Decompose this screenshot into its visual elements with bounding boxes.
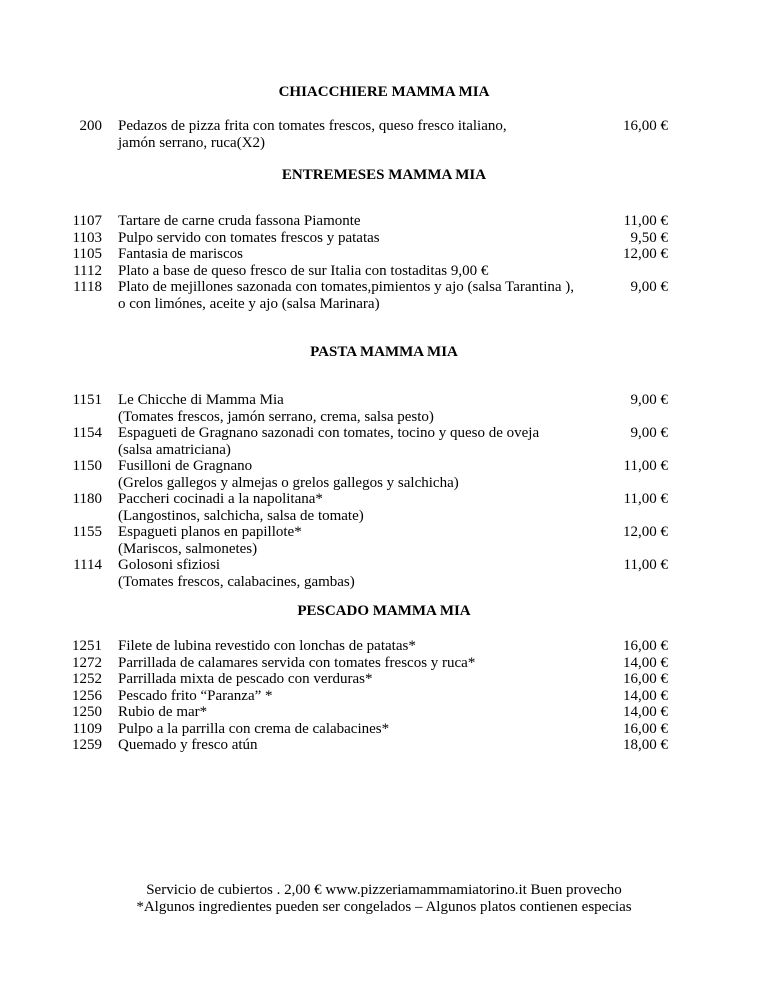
item-code: 1252 [72, 671, 102, 687]
item-description: Plato a base de queso fresco de sur Italia con tostaditas 9,00 € [118, 262, 489, 279]
item-code: 1155 [72, 524, 102, 540]
item-price: 12,00 € [623, 524, 668, 540]
item-description: Fusilloni de Gragnano [118, 458, 253, 474]
item-description: Pulpo a la parrilla con crema de calabacines* [118, 720, 390, 737]
item-description: Espagueti planos en papillote* [118, 524, 302, 540]
item-price: 14,00 € [623, 704, 668, 720]
item-code: 1256 [72, 687, 102, 704]
item-description-cont: (Langostinos, salchicha, salsa de tomate) [118, 507, 364, 524]
item-price: 14,00 € [623, 687, 668, 704]
item-price: 16,00 € [623, 638, 668, 654]
item-price: 11,00 € [623, 557, 668, 573]
item-price: 9,00 € [630, 279, 668, 295]
footer-service-note: Servicio de cubiertos . 2,00 € www.pizzeriamammamiatorino.it Buen provecho [146, 882, 622, 898]
item-description-cont: (Grelos gallegos y almejas o grelos gallegos y salchicha) [118, 474, 459, 491]
item-description: Fantasia de mariscos [118, 246, 243, 262]
section-title-pescado: PESCADO MAMMA MIA [297, 603, 471, 619]
item-code: 1150 [72, 458, 102, 474]
item-description: Espagueti de Gragnano sazonadi con tomates, tocino y queso de oveja [118, 425, 540, 441]
item-description: Quemado y fresco atún [118, 737, 258, 753]
item-price: 12,00 € [623, 246, 668, 262]
item-description-cont: (Mariscos, salmonetes) [118, 540, 258, 557]
item-description: Rubio de mar* [118, 704, 208, 720]
item-description: Filete de lubina revestido con lonchas de patatas* [118, 638, 416, 654]
item-code: 1109 [72, 720, 102, 737]
item-price: 14,00 € [623, 654, 668, 671]
item-description: Pedazos de pizza frita con tomates frescos, queso fresco italiano, [118, 118, 507, 134]
item-price: 11,00 € [623, 491, 668, 507]
item-price: 16,00 € [623, 118, 668, 134]
item-price: 11,00 € [623, 458, 668, 474]
item-code: 1114 [73, 557, 102, 573]
item-price: 18,00 € [623, 737, 668, 753]
item-price: 9,50 € [630, 229, 668, 246]
item-description-cont: o con limónes, aceite y ajo (salsa Marinara) [118, 295, 380, 312]
item-code: 1151 [72, 392, 102, 408]
section-title-pasta: PASTA MAMMA MIA [310, 344, 458, 360]
item-code: 1105 [72, 246, 102, 262]
item-description: Pescado frito “Paranza” * [118, 687, 273, 704]
item-code: 1118 [73, 279, 102, 295]
item-price: 9,00 € [630, 425, 668, 441]
item-code: 1250 [72, 704, 102, 720]
item-code: 1272 [72, 654, 102, 671]
item-description: Parrillada de calamares servida con tomates frescos y ruca* [118, 654, 476, 671]
item-description-cont: (Tomates frescos, jamón serrano, crema, salsa pesto) [118, 408, 434, 425]
item-description-cont: (Tomates frescos, calabacines, gambas) [118, 573, 355, 590]
footer-ingredients-note: *Algunos ingredientes pueden ser congelados – Algunos platos contienen especias [136, 899, 632, 915]
item-code: 1180 [72, 491, 102, 507]
item-code: 200 [79, 118, 102, 134]
item-code: 1112 [73, 262, 102, 279]
item-price: 16,00 € [623, 720, 668, 737]
item-price: 9,00 € [630, 392, 668, 408]
item-price: 16,00 € [623, 671, 668, 687]
item-description: Tartare de carne cruda fassona Piamonte [118, 213, 361, 229]
item-code: 1103 [72, 229, 102, 246]
item-code: 1107 [72, 213, 102, 229]
item-code: 1251 [72, 638, 102, 654]
item-description: Parrillada mixta de pescado con verduras* [118, 671, 373, 687]
item-description: Pulpo servido con tomates frescos y patatas [118, 229, 380, 246]
section-title-chiacchiere: CHIACCHIERE MAMMA MIA [278, 84, 490, 100]
item-description: Plato de mejillones sazonada con tomates,pimientos y ajo (salsa Tarantina ), [118, 279, 575, 295]
item-description: Le Chicche di Mamma Mia [118, 392, 284, 408]
item-code: 1259 [72, 737, 102, 753]
item-description-cont: (salsa amatriciana) [118, 441, 231, 458]
item-description-cont: jamón serrano, ruca(X2) [118, 134, 266, 151]
item-description: Golosoni sfiziosi [118, 557, 221, 573]
item-code: 1154 [72, 425, 102, 441]
section-title-entremeses: ENTREMESES MAMMA MIA [281, 167, 487, 183]
item-price: 11,00 € [623, 213, 668, 229]
item-description: Paccheri cocinadi a la napolitana* [118, 491, 323, 507]
